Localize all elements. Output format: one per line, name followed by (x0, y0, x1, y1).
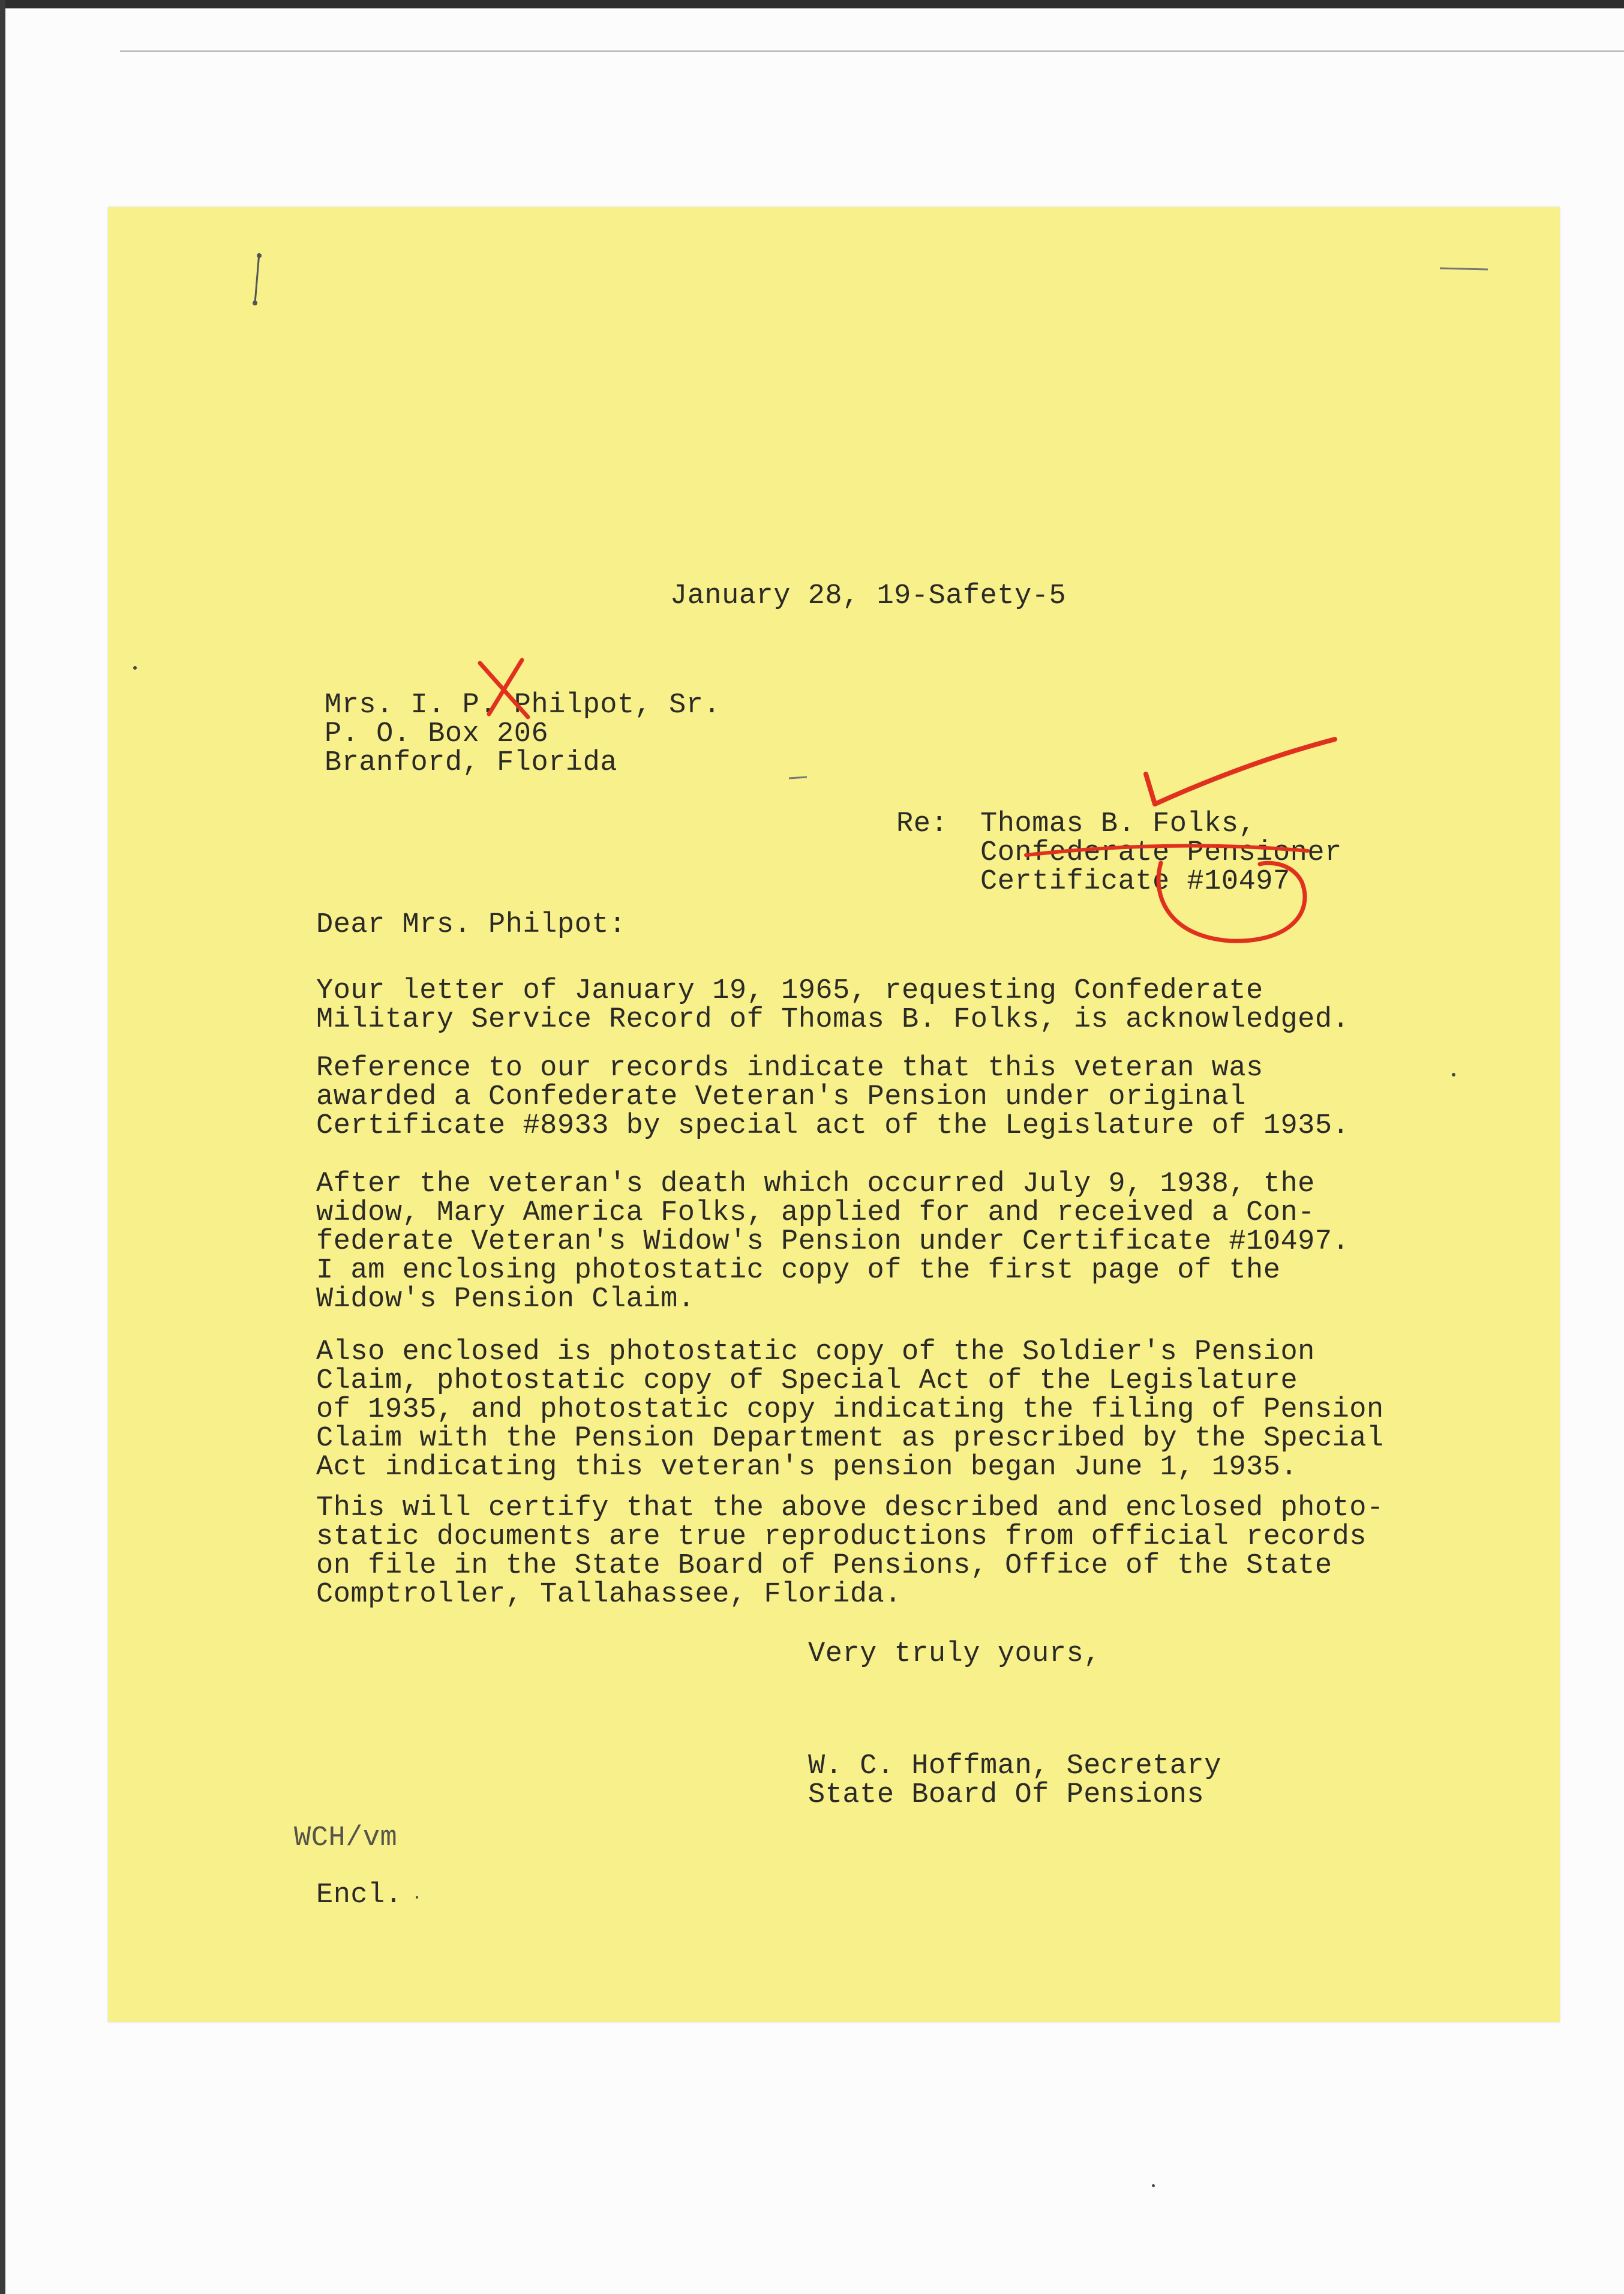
scan-speck (1452, 1073, 1455, 1076)
letter-date: January 28, 19-Safety-5 (670, 580, 1067, 612)
address-line: Mrs. I. P. Philpot, Sr. (325, 689, 721, 721)
paragraph-line: After the veteran's death which occurred July 9, 1938, the (316, 1168, 1315, 1200)
paragraph-enclosures (316, 1338, 1384, 1482)
scan-speck (133, 666, 137, 670)
paragraph-line: of 1935, and photostatic copy indicating the filing of Pension (316, 1394, 1384, 1426)
signer-name: W. C. Hoffman, Secretary (808, 1750, 1221, 1782)
salutation: Dear Mrs. Philpot: (316, 909, 626, 941)
paragraph-line: Comptroller, Tallahassee, Florida. (316, 1579, 902, 1611)
paragraph-line: federate Veteran's Widow's Pension under Certificate #10497. (316, 1226, 1350, 1258)
paragraph-line: Act indicating this veteran's pension began June 1, 1935. (316, 1452, 1298, 1483)
scanner-left-edge (0, 0, 5, 2294)
paragraph-line: static documents are true reproductions from official records (316, 1521, 1367, 1553)
reference-initials: WCH/vm (294, 1822, 398, 1854)
recipient-address (325, 691, 721, 778)
reference-line: Thomas B. Folks, (980, 808, 1256, 840)
paragraph-line: This will certify that the above described and enclosed photo- (316, 1492, 1384, 1524)
signer-office: State Board Of Pensions (808, 1779, 1205, 1811)
paragraph-line: Military Service Record of Thomas B. Folks, is acknowledged. (316, 1004, 1350, 1036)
reference-line: Confederate Pensioner (980, 837, 1342, 869)
complimentary-close: Very truly yours, (808, 1638, 1101, 1670)
address-line: Branford, Florida (325, 747, 617, 779)
signature-block (808, 1752, 1221, 1810)
paragraph-line: Widow's Pension Claim. (316, 1284, 695, 1315)
paragraph-line: Also enclosed is photostatic copy of the Soldier's Pension (316, 1336, 1315, 1368)
scanner-top-edge (0, 0, 1624, 8)
paragraph-line: I am enclosing photostatic copy of the first page of the (316, 1255, 1281, 1287)
re-label: Re: (896, 808, 948, 840)
paragraph-line: Claim with the Pension Department as prescribed by the Special (316, 1423, 1384, 1455)
address-line: P. O. Box 206 (325, 718, 549, 750)
reference-line: Certificate #10497 (980, 866, 1290, 898)
backing-sheet-edge (120, 50, 1624, 52)
paragraph-line: awarded a Confederate Veteran's Pension under original (316, 1081, 1247, 1113)
paragraph-line: Certificate #8933 by special act of the Legislature of 1935. (316, 1110, 1350, 1142)
paragraph-line: Your letter of January 19, 1965, requesting Confederate (316, 975, 1263, 1007)
paragraph-widow-pension (316, 1170, 1349, 1314)
enclosure-note: Encl. (316, 1879, 403, 1911)
paragraph-acknowledgement (316, 977, 1349, 1034)
paragraph-line: Reference to our records indicate that this veteran was (316, 1052, 1263, 1084)
scan-speck (416, 1896, 418, 1899)
scan-speck (1152, 2184, 1155, 2187)
paragraph-certification (316, 1494, 1384, 1609)
paragraph-line: widow, Mary America Folks, applied for and received a Con- (316, 1197, 1315, 1229)
paragraph-line: on file in the State Board of Pensions, Office of the State (316, 1550, 1332, 1582)
reference-block (980, 810, 1342, 896)
paragraph-line: Claim, photostatic copy of Special Act of the Legislature (316, 1365, 1298, 1397)
paragraph-records (316, 1054, 1349, 1141)
